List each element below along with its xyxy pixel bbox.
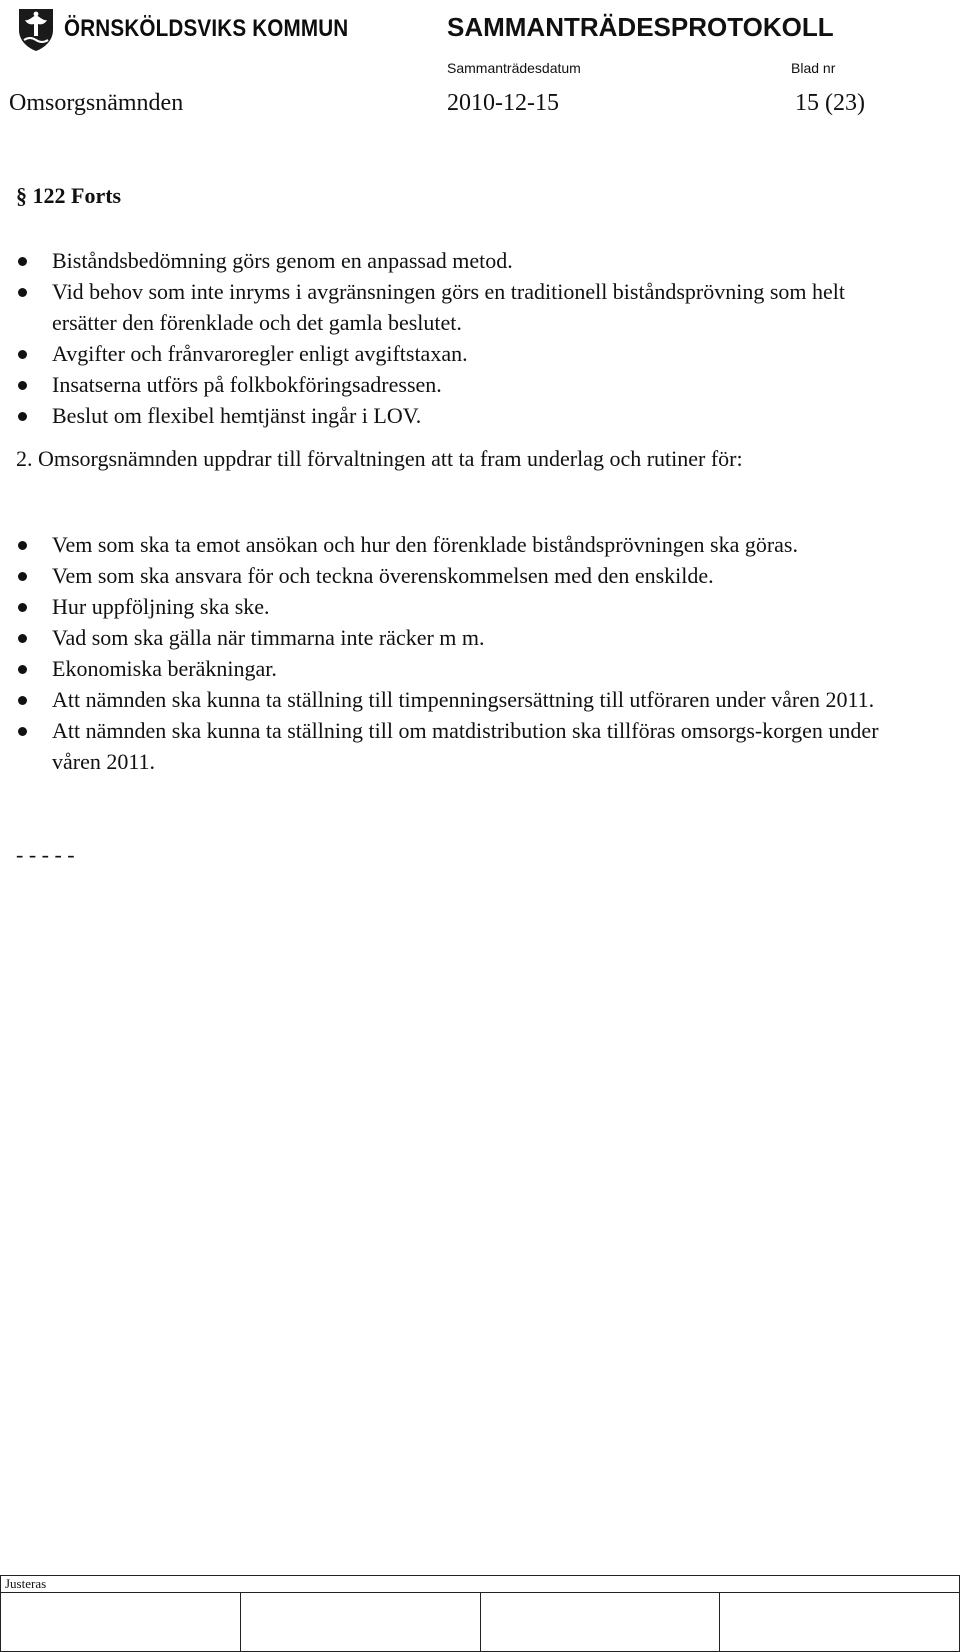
- bullet-icon: [18, 696, 27, 705]
- list-item: Biståndsbedömning görs genom en anpassad metod.: [0, 245, 900, 276]
- committee-name: Omsorgsnämnden: [9, 90, 184, 116]
- list-item: Vad som ska gälla när timmarna inte räcker m m.: [0, 622, 900, 653]
- municipality-name: ÖRNSKÖLDSVIKS KOMMUN: [64, 15, 349, 42]
- end-marker: - - - - -: [16, 842, 75, 867]
- decision-bullet-list: [0, 245, 900, 431]
- bullet-icon: [18, 634, 27, 643]
- justeras-header-cell: [1, 1576, 960, 1593]
- signature-cell[interactable]: [480, 1593, 720, 1652]
- list-item: Insatserna utförs på folkbokföringsadressen.: [0, 369, 900, 400]
- municipality-logo: [16, 6, 395, 52]
- list-item: Avgifter och frånvaroregler enligt avgiftstaxan.: [0, 338, 900, 369]
- bullet-icon: [18, 665, 27, 674]
- meeting-date-label: Sammanträdesdatum: [447, 60, 581, 76]
- section-heading: [16, 183, 121, 209]
- list-item: Vem som ska ansvara för och teckna överenskommelsen med den enskilde.: [0, 560, 900, 591]
- signature-cell[interactable]: [720, 1593, 960, 1652]
- bullet-icon: [18, 288, 27, 297]
- signature-cell[interactable]: [240, 1593, 480, 1652]
- bullet-icon: [18, 350, 27, 359]
- bullet-icon: [18, 541, 27, 550]
- assignment-bullet-list: [0, 529, 900, 777]
- bullet-icon: [18, 257, 27, 266]
- list-item: Hur uppföljning ska ske.: [0, 591, 900, 622]
- list-item: Beslut om flexibel hemtjänst ingår i LOV.: [0, 400, 900, 431]
- justeras-signature-table: [0, 1575, 960, 1652]
- meeting-date: 2010-12-15: [447, 90, 559, 116]
- decision-point-two: 2. Omsorgsnämnden uppdrar till förvaltningen att ta fram underlag och rutiner för:: [16, 446, 743, 471]
- page-number-label: Blad nr: [791, 60, 836, 76]
- list-item: Att nämnden ska kunna ta ställning till om matdistribution ska tillföras omsorgs-korgen under våren 2011.: [0, 715, 900, 777]
- bullet-icon: [18, 412, 27, 421]
- justeras-label: Justeras: [5, 1576, 47, 1591]
- section-symbol: §: [16, 183, 27, 208]
- coat-of-arms-icon: [16, 6, 56, 52]
- document-type-title: SAMMANTRÄDESPROTOKOLL: [447, 12, 834, 42]
- list-item: Vem som ska ta emot ansökan och hur den förenklade biståndsprövningen ska göras.: [0, 529, 900, 560]
- signature-cell[interactable]: [1, 1593, 241, 1652]
- section-title: 122 Forts: [32, 183, 122, 208]
- list-item: Vid behov som inte inryms i avgränsningen görs en traditionell biståndsprövning som helt ersätter den förenklade och det gamla beslutet.: [0, 276, 900, 338]
- bullet-icon: [18, 381, 27, 390]
- bullet-icon: [18, 572, 27, 581]
- bullet-icon: [18, 603, 27, 612]
- list-item: Att nämnden ska kunna ta ställning till timpenningsersättning till utföraren under våren 2011.: [0, 684, 900, 715]
- bullet-icon: [18, 727, 27, 736]
- page-number: 15 (23): [795, 90, 865, 116]
- list-item: Ekonomiska beräkningar.: [0, 653, 900, 684]
